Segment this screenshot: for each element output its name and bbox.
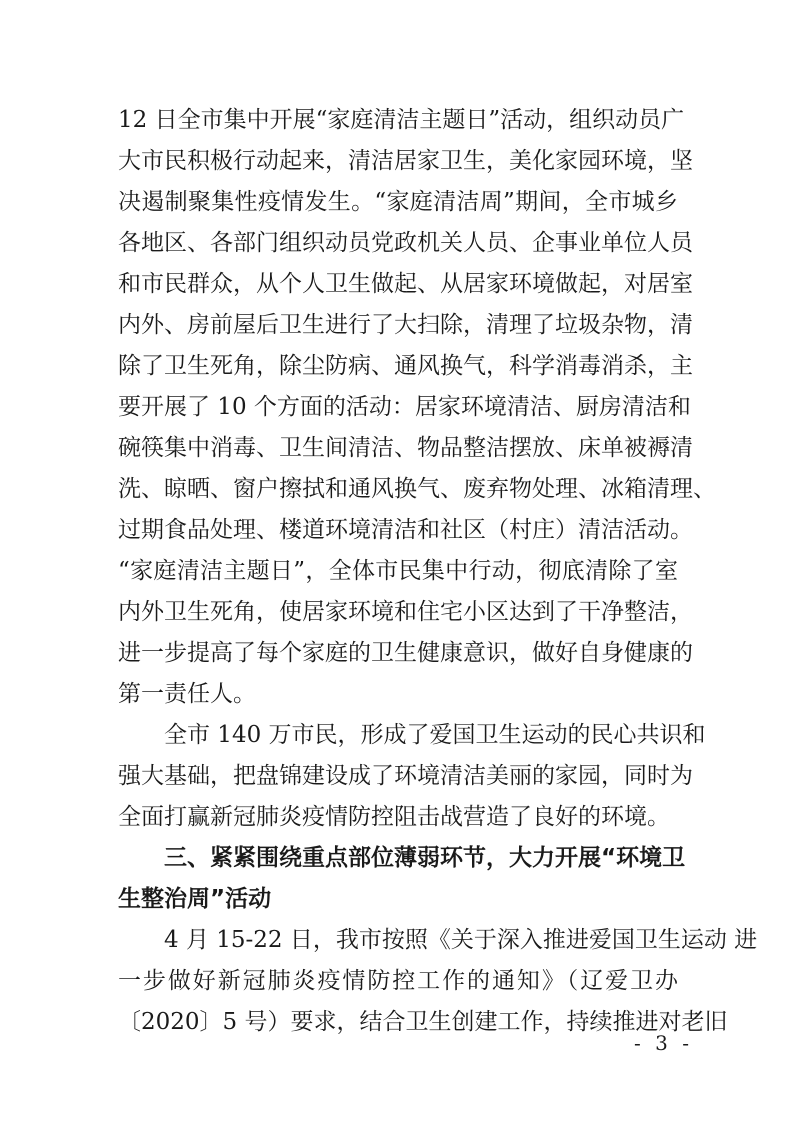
body-line: 12 日全市集中开展“家庭清洁主题日”活动，组织动员广	[118, 107, 685, 133]
body-line: 除了卫生死角，除尘防病、通风换气，科学消毒消杀，主	[118, 353, 693, 379]
body-line: 内外、房前屋后卫生进行了大扫除，清理了垃圾杂物，清	[118, 312, 693, 338]
body-line: 第一责任人。	[118, 681, 256, 707]
body-line: 各地区、各部门组织动员党政机关人员、企事业单位人员	[118, 230, 693, 256]
body-line: “家庭清洁主题日”，全体市民集中行动，彻底清除了室	[118, 558, 678, 584]
paragraph-first-line: 4 月 15-22 日，我市按照《关于深入推进爱国卫生运动 进	[164, 927, 758, 953]
body-line: 碗筷集中消毒、卫生间清洁、物品整洁摆放、床单被褥清	[118, 435, 693, 461]
paragraph-first-line: 全市 140 万市民，形成了爱国卫生运动的民心共识和	[164, 722, 706, 748]
body-line: 全面打赢新冠肺炎疫情防控阻击战营造了良好的环境。	[118, 804, 670, 830]
page-number: - 3 -	[634, 1031, 693, 1055]
body-line: 内外卫生死角，使居家环境和住宅小区达到了干净整洁，	[118, 599, 693, 625]
section-heading-line: 生整治周”活动	[118, 886, 272, 912]
section-heading-line: 三、紧紧围绕重点部位薄弱环节，大力开展“环境卫	[164, 845, 686, 871]
body-line: 大市民积极行动起来，清洁居家卫生，美化家园环境，坚	[118, 148, 693, 174]
body-line: 要开展了 10 个方面的活动：居家环境清洁、厨房清洁和	[118, 394, 691, 420]
body-line: 洗、晾晒、窗户擦拭和通风换气、废弃物处理、冰箱清理、	[118, 476, 716, 502]
body-line: 过期食品处理、楼道环境清洁和社区（村庄）清洁活动。	[118, 517, 693, 543]
body-line: 一步做好新冠肺炎疫情防控工作的通知》（辽爱卫办	[118, 968, 678, 994]
body-line: 和市民群众，从个人卫生做起、从居家环境做起，对居室	[118, 271, 693, 297]
body-line: 强大基础，把盘锦建设成了环境清洁美丽的家园，同时为	[118, 763, 693, 789]
body-line: 决遏制聚集性疫情发生。“家庭清洁周”期间，全市城乡	[118, 189, 678, 215]
body-line: 〔2020〕5 号）要求，结合卫生创建工作，持续推进对老旧	[118, 1009, 728, 1035]
body-line: 进一步提高了每个家庭的卫生健康意识，做好自身健康的	[118, 640, 693, 666]
